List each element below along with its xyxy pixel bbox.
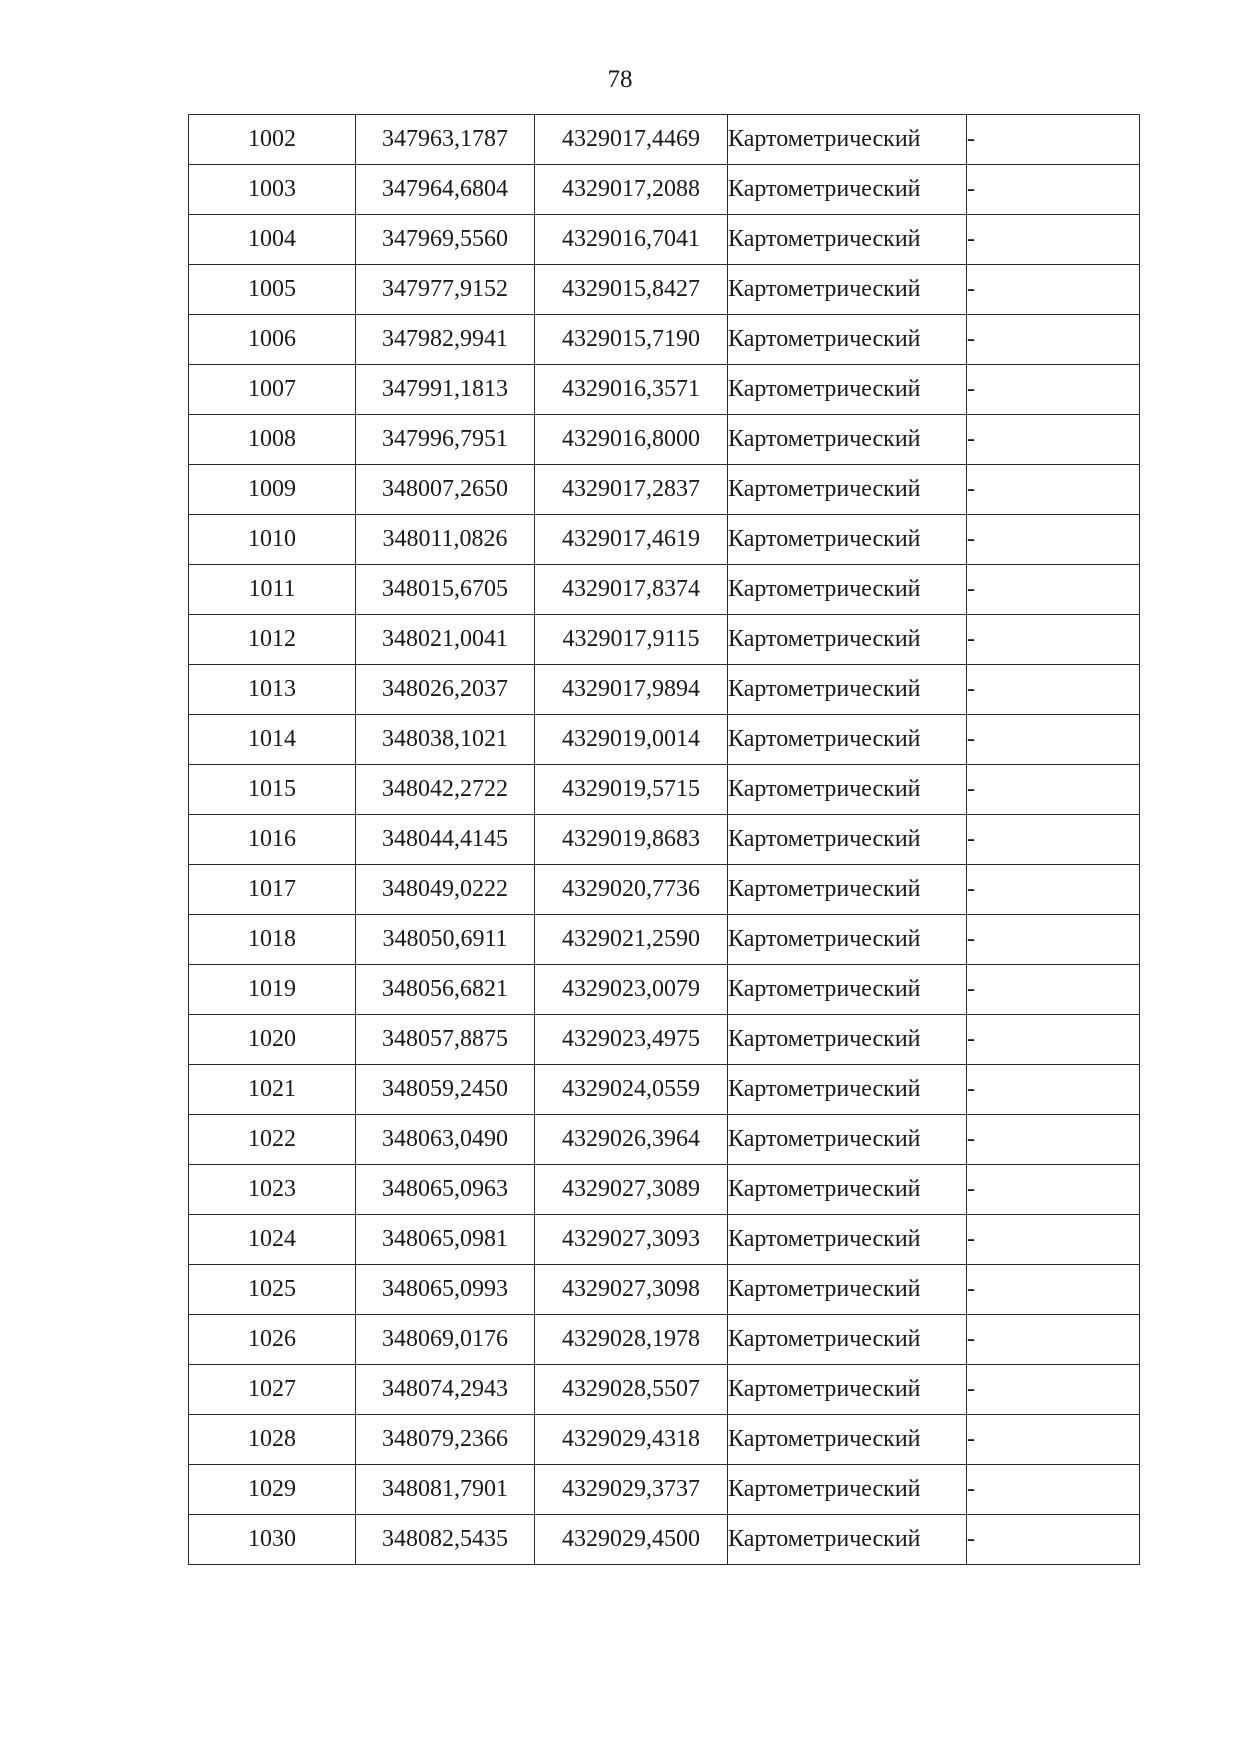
method-cell: Картометрический — [728, 465, 967, 515]
point-number-cell: 1030 — [189, 1515, 356, 1565]
note-cell: - — [967, 465, 1140, 515]
y-coordinate-cell: 4329019,5715 — [535, 765, 728, 815]
x-coordinate-cell: 347964,6804 — [356, 165, 535, 215]
method-cell: Картометрический — [728, 865, 967, 915]
y-coordinate-cell: 4329015,8427 — [535, 265, 728, 315]
table-row — [189, 215, 1140, 265]
y-coordinate-cell: 4329017,8374 — [535, 565, 728, 615]
point-number-cell: 1021 — [189, 1065, 356, 1115]
note-cell: - — [967, 865, 1140, 915]
table-row — [189, 1315, 1140, 1365]
table-row — [189, 715, 1140, 765]
x-coordinate-cell: 348082,5435 — [356, 1515, 535, 1565]
note-cell: - — [967, 1065, 1140, 1115]
note-cell: - — [967, 665, 1140, 715]
note-cell: - — [967, 565, 1140, 615]
note-cell: - — [967, 615, 1140, 665]
y-coordinate-cell: 4329015,7190 — [535, 315, 728, 365]
y-coordinate-cell: 4329028,1978 — [535, 1315, 728, 1365]
x-coordinate-cell: 348050,6911 — [356, 915, 535, 965]
y-coordinate-cell: 4329026,3964 — [535, 1115, 728, 1165]
x-coordinate-cell: 348007,2650 — [356, 465, 535, 515]
note-cell: - — [967, 215, 1140, 265]
point-number-cell: 1017 — [189, 865, 356, 915]
point-number-cell: 1023 — [189, 1165, 356, 1215]
x-coordinate-cell: 347991,1813 — [356, 365, 535, 415]
table-row — [189, 765, 1140, 815]
x-coordinate-cell: 348069,0176 — [356, 1315, 535, 1365]
y-coordinate-cell: 4329016,3571 — [535, 365, 728, 415]
method-cell: Картометрический — [728, 1065, 967, 1115]
point-number-cell: 1006 — [189, 315, 356, 365]
table-row — [189, 465, 1140, 515]
y-coordinate-cell: 4329029,4318 — [535, 1415, 728, 1465]
x-coordinate-cell: 348026,2037 — [356, 665, 535, 715]
method-cell: Картометрический — [728, 365, 967, 415]
note-cell: - — [967, 1365, 1140, 1415]
note-cell: - — [967, 1215, 1140, 1265]
x-coordinate-cell: 348081,7901 — [356, 1465, 535, 1515]
coordinates-table — [188, 114, 1140, 1565]
y-coordinate-cell: 4329016,7041 — [535, 215, 728, 265]
note-cell: - — [967, 965, 1140, 1015]
point-number-cell: 1020 — [189, 1015, 356, 1065]
note-cell: - — [967, 1015, 1140, 1065]
y-coordinate-cell: 4329027,3089 — [535, 1165, 728, 1215]
table-row — [189, 415, 1140, 465]
method-cell: Картометрический — [728, 115, 967, 165]
table-row — [189, 1015, 1140, 1065]
x-coordinate-cell: 348065,0963 — [356, 1165, 535, 1215]
table-row — [189, 1115, 1140, 1165]
point-number-cell: 1005 — [189, 265, 356, 315]
note-cell: - — [967, 815, 1140, 865]
y-coordinate-cell: 4329028,5507 — [535, 1365, 728, 1415]
y-coordinate-cell: 4329017,2088 — [535, 165, 728, 215]
table-row — [189, 1265, 1140, 1315]
note-cell: - — [967, 1465, 1140, 1515]
table-row — [189, 1415, 1140, 1465]
y-coordinate-cell: 4329024,0559 — [535, 1065, 728, 1115]
method-cell: Картометрический — [728, 1215, 967, 1265]
y-coordinate-cell: 4329019,8683 — [535, 815, 728, 865]
x-coordinate-cell: 348056,6821 — [356, 965, 535, 1015]
method-cell: Картометрический — [728, 965, 967, 1015]
x-coordinate-cell: 347982,9941 — [356, 315, 535, 365]
note-cell: - — [967, 715, 1140, 765]
method-cell: Картометрический — [728, 1265, 967, 1315]
table-row — [189, 1065, 1140, 1115]
point-number-cell: 1028 — [189, 1415, 356, 1465]
table-row — [189, 515, 1140, 565]
table-row — [189, 365, 1140, 415]
coordinates-table-body — [189, 115, 1140, 1565]
point-number-cell: 1011 — [189, 565, 356, 615]
point-number-cell: 1013 — [189, 665, 356, 715]
y-coordinate-cell: 4329029,3737 — [535, 1465, 728, 1515]
point-number-cell: 1029 — [189, 1465, 356, 1515]
point-number-cell: 1025 — [189, 1265, 356, 1315]
x-coordinate-cell: 347977,9152 — [356, 265, 535, 315]
table-row — [189, 965, 1140, 1015]
x-coordinate-cell: 348063,0490 — [356, 1115, 535, 1165]
y-coordinate-cell: 4329027,3098 — [535, 1265, 728, 1315]
table-row — [189, 565, 1140, 615]
x-coordinate-cell: 347963,1787 — [356, 115, 535, 165]
point-number-cell: 1003 — [189, 165, 356, 215]
x-coordinate-cell: 348021,0041 — [356, 615, 535, 665]
y-coordinate-cell: 4329020,7736 — [535, 865, 728, 915]
x-coordinate-cell: 348059,2450 — [356, 1065, 535, 1115]
x-coordinate-cell: 348042,2722 — [356, 765, 535, 815]
point-number-cell: 1010 — [189, 515, 356, 565]
y-coordinate-cell: 4329017,2837 — [535, 465, 728, 515]
method-cell: Картометрический — [728, 1165, 967, 1215]
method-cell: Картометрический — [728, 315, 967, 365]
x-coordinate-cell: 348079,2366 — [356, 1415, 535, 1465]
table-row — [189, 1365, 1140, 1415]
y-coordinate-cell: 4329017,4469 — [535, 115, 728, 165]
x-coordinate-cell: 348074,2943 — [356, 1365, 535, 1415]
method-cell: Картометрический — [728, 1115, 967, 1165]
point-number-cell: 1016 — [189, 815, 356, 865]
point-number-cell: 1009 — [189, 465, 356, 515]
y-coordinate-cell: 4329019,0014 — [535, 715, 728, 765]
y-coordinate-cell: 4329017,9115 — [535, 615, 728, 665]
point-number-cell: 1004 — [189, 215, 356, 265]
note-cell: - — [967, 165, 1140, 215]
point-number-cell: 1012 — [189, 615, 356, 665]
method-cell: Картометрический — [728, 1365, 967, 1415]
table-row — [189, 1165, 1140, 1215]
point-number-cell: 1015 — [189, 765, 356, 815]
note-cell: - — [967, 915, 1140, 965]
method-cell: Картометрический — [728, 565, 967, 615]
method-cell: Картометрический — [728, 1515, 967, 1565]
point-number-cell: 1007 — [189, 365, 356, 415]
method-cell: Картометрический — [728, 1015, 967, 1065]
note-cell: - — [967, 1115, 1140, 1165]
table-row — [189, 665, 1140, 715]
note-cell: - — [967, 1515, 1140, 1565]
note-cell: - — [967, 515, 1140, 565]
page-number: 78 — [607, 66, 633, 93]
method-cell: Картометрический — [728, 165, 967, 215]
method-cell: Картометрический — [728, 415, 967, 465]
note-cell: - — [967, 1265, 1140, 1315]
note-cell: - — [967, 1315, 1140, 1365]
x-coordinate-cell: 348011,0826 — [356, 515, 535, 565]
point-number-cell: 1014 — [189, 715, 356, 765]
note-cell: - — [967, 1165, 1140, 1215]
table-row — [189, 1215, 1140, 1265]
x-coordinate-cell: 348065,0981 — [356, 1215, 535, 1265]
x-coordinate-cell: 348065,0993 — [356, 1265, 535, 1315]
method-cell: Картометрический — [728, 665, 967, 715]
point-number-cell: 1027 — [189, 1365, 356, 1415]
method-cell: Картометрический — [728, 1465, 967, 1515]
point-number-cell: 1022 — [189, 1115, 356, 1165]
point-number-cell: 1026 — [189, 1315, 356, 1365]
table-row — [189, 165, 1140, 215]
y-coordinate-cell: 4329023,4975 — [535, 1015, 728, 1065]
method-cell: Картометрический — [728, 615, 967, 665]
x-coordinate-cell: 348057,8875 — [356, 1015, 535, 1065]
method-cell: Картометрический — [728, 715, 967, 765]
method-cell: Картометрический — [728, 215, 967, 265]
method-cell: Картометрический — [728, 265, 967, 315]
method-cell: Картометрический — [728, 915, 967, 965]
y-coordinate-cell: 4329021,2590 — [535, 915, 728, 965]
y-coordinate-cell: 4329023,0079 — [535, 965, 728, 1015]
point-number-cell: 1002 — [189, 115, 356, 165]
x-coordinate-cell: 348049,0222 — [356, 865, 535, 915]
table-row — [189, 265, 1140, 315]
note-cell: - — [967, 265, 1140, 315]
point-number-cell: 1024 — [189, 1215, 356, 1265]
x-coordinate-cell: 347969,5560 — [356, 215, 535, 265]
method-cell: Картометрический — [728, 815, 967, 865]
y-coordinate-cell: 4329017,9894 — [535, 665, 728, 715]
x-coordinate-cell: 348015,6705 — [356, 565, 535, 615]
x-coordinate-cell: 348038,1021 — [356, 715, 535, 765]
method-cell: Картометрический — [728, 515, 967, 565]
table-row — [189, 615, 1140, 665]
note-cell: - — [967, 365, 1140, 415]
point-number-cell: 1008 — [189, 415, 356, 465]
table-row — [189, 815, 1140, 865]
note-cell: - — [967, 765, 1140, 815]
y-coordinate-cell: 4329016,8000 — [535, 415, 728, 465]
table-row — [189, 1465, 1140, 1515]
method-cell: Картометрический — [728, 1415, 967, 1465]
table-row — [189, 115, 1140, 165]
note-cell: - — [967, 1415, 1140, 1465]
table-row — [189, 865, 1140, 915]
y-coordinate-cell: 4329029,4500 — [535, 1515, 728, 1565]
point-number-cell: 1019 — [189, 965, 356, 1015]
note-cell: - — [967, 115, 1140, 165]
point-number-cell: 1018 — [189, 915, 356, 965]
table-row — [189, 315, 1140, 365]
y-coordinate-cell: 4329017,4619 — [535, 515, 728, 565]
x-coordinate-cell: 348044,4145 — [356, 815, 535, 865]
method-cell: Картометрический — [728, 765, 967, 815]
table-row — [189, 915, 1140, 965]
note-cell: - — [967, 315, 1140, 365]
y-coordinate-cell: 4329027,3093 — [535, 1215, 728, 1265]
x-coordinate-cell: 347996,7951 — [356, 415, 535, 465]
note-cell: - — [967, 415, 1140, 465]
method-cell: Картометрический — [728, 1315, 967, 1365]
table-row — [189, 1515, 1140, 1565]
